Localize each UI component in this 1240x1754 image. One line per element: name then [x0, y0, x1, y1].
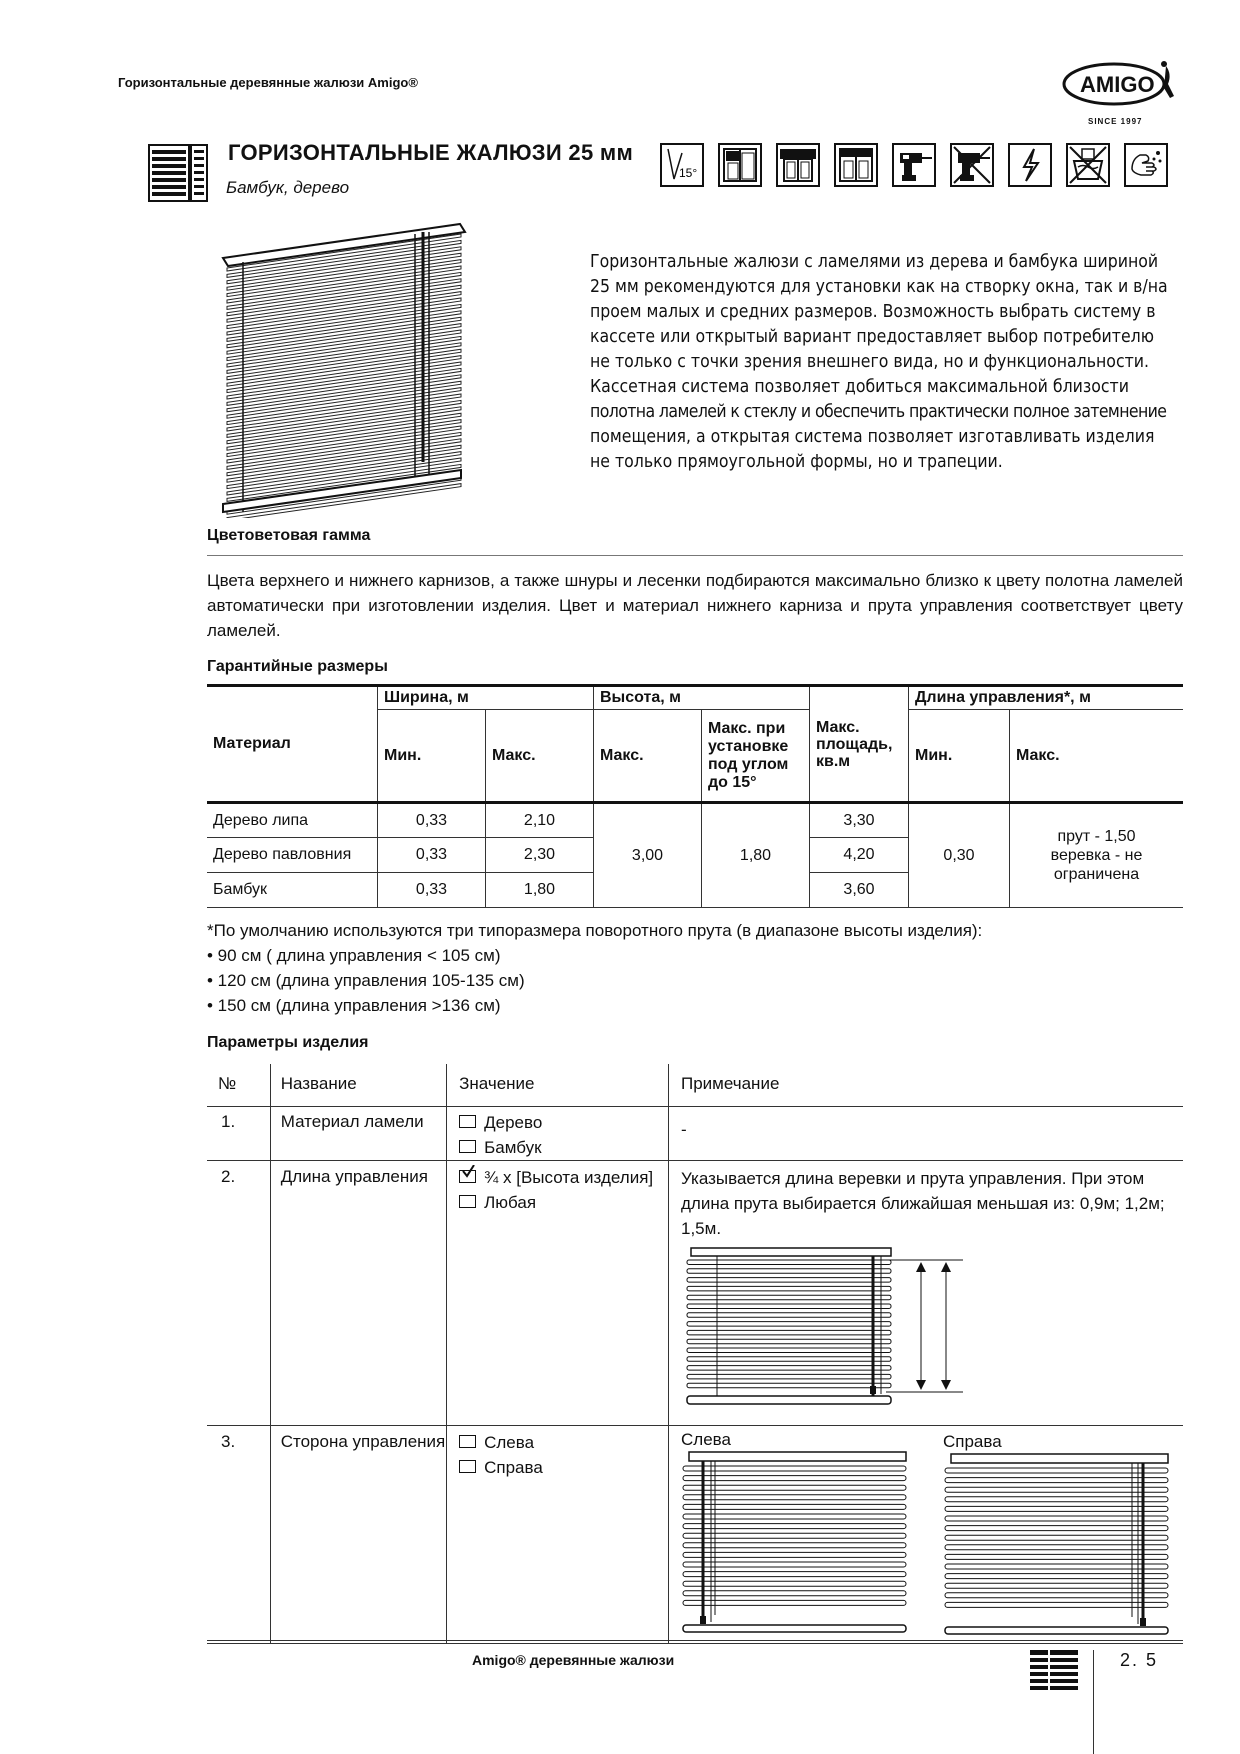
slat: [687, 1295, 891, 1300]
headrail: [691, 1248, 891, 1256]
size-material: Дерево липа: [207, 803, 378, 838]
params-header-note: [669, 1064, 1184, 1106]
sizes-header-width-max: Макс.: [486, 710, 594, 803]
slat: [687, 1260, 891, 1265]
params-heading: Параметры изделия: [207, 1034, 369, 1051]
electric-icon: [1008, 143, 1052, 187]
param-options: [447, 1425, 669, 1643]
description-line: кассете или открытый вариант предоставляет выбор потребителю: [590, 327, 1154, 347]
header-line: Макс. при: [708, 719, 786, 737]
slat: [683, 1466, 906, 1471]
size-height-max: 3,00: [594, 803, 702, 908]
slat: [683, 1562, 906, 1567]
size-width-min: 0,33: [378, 803, 486, 838]
sizes-header-control-min: Мин.: [909, 710, 1010, 803]
slat: [683, 1485, 906, 1490]
option-wood[interactable]: [459, 1110, 668, 1135]
description-line: не только с точки зрения внешнего вида, но и функциональности.: [590, 352, 1149, 372]
slat: [945, 1573, 1168, 1578]
option-label: Любая: [484, 1192, 537, 1212]
params-header-name: [270, 1064, 446, 1106]
note-line: • 150 см (длина управления >136 см): [207, 996, 501, 1015]
sizes-header-control-max: Макс.: [1010, 710, 1184, 803]
params-header-num: №: [207, 1064, 270, 1106]
angle-15-icon: [660, 143, 704, 187]
param-name: Материал ламели: [270, 1106, 446, 1160]
product-description: [590, 250, 1183, 475]
slat: [683, 1542, 906, 1547]
param-num: 3.: [207, 1425, 270, 1643]
drill-icon: [892, 143, 936, 187]
feature-icon-bar: [660, 143, 1168, 187]
svg-text:15°: 15°: [679, 166, 698, 180]
description-line: Горизонтальные жалюзи с ламелями из дерева и бамбука шириной: [590, 252, 1159, 272]
window-opening-icon: [776, 143, 820, 187]
slat: [683, 1552, 906, 1557]
product-title: ГОРИЗОНТАЛЬНЫЕ ЖАЛЮЗИ 25 мм: [228, 140, 634, 165]
param-num: 2.: [207, 1160, 270, 1425]
table-row: [207, 1425, 1183, 1643]
slat: [687, 1356, 891, 1361]
slat: [945, 1487, 1168, 1492]
color-section-text: Цвета верхнего и нижнего карнизов, а также шнуры и лесенки подбираются максимально близко к цвету полотна ламелей автоматически при изготовлении изделия. Цвет и материал нижнего карниза и прута управления соответствует цвету ламелей.: [207, 571, 1183, 640]
running-header: Горизонтальные деревянные жалюзи Amigo®: [118, 75, 418, 90]
param-num: 1.: [207, 1106, 270, 1160]
param-options: [447, 1160, 669, 1425]
checkbox-checked[interactable]: [459, 1170, 476, 1183]
size-material: Бамбук: [207, 873, 378, 908]
param-options: [447, 1106, 669, 1160]
svg-text:AMIGO: AMIGO: [1080, 72, 1155, 97]
slat: [945, 1496, 1168, 1501]
slat: [687, 1312, 891, 1317]
option-label: ¾ х [Высота изделия]: [484, 1167, 654, 1187]
logo-since: SINCE 1997: [1088, 117, 1143, 126]
right-control-label: Справа: [943, 1431, 1002, 1451]
sizes-table: [207, 684, 1183, 908]
note-line: • 90 см ( длина управления < 105 см): [207, 946, 501, 965]
option-any[interactable]: [459, 1190, 668, 1215]
sizes-header-height: Высота, м: [594, 686, 810, 710]
left-control-diagram: [681, 1450, 911, 1635]
option-three-quarter[interactable]: [459, 1165, 668, 1190]
header-line: до 15°: [708, 773, 757, 791]
option-left[interactable]: [459, 1430, 668, 1455]
arrow-head: [916, 1262, 926, 1272]
control-max-line: прут - 1,50: [1057, 828, 1136, 845]
slat: [687, 1365, 891, 1370]
slat: [687, 1339, 891, 1344]
slat: [687, 1277, 891, 1282]
header-label: Примечание: [681, 1074, 780, 1093]
header-label: Значение: [459, 1074, 535, 1093]
size-height-angle: 1,80: [702, 803, 810, 908]
checkbox-unchecked[interactable]: [459, 1460, 476, 1473]
slat: [683, 1533, 906, 1538]
description-line: Кассетная система позволяет добиться максимальной близости: [590, 377, 1129, 397]
checkbox-unchecked[interactable]: [459, 1140, 476, 1153]
arrow-head: [941, 1262, 951, 1272]
param-note: [669, 1160, 1184, 1425]
no-drill-icon: [950, 143, 994, 187]
slat: [945, 1583, 1168, 1588]
slat: [945, 1564, 1168, 1569]
header-line: Макс.: [816, 718, 860, 736]
arrow-head: [916, 1380, 926, 1390]
size-control-min: 0,30: [909, 803, 1010, 908]
size-width-min: 0,33: [378, 873, 486, 908]
window-sash-icon: [718, 143, 762, 187]
header-label: Название: [280, 1074, 357, 1093]
slat: [945, 1525, 1168, 1530]
right-control-diagram: [943, 1452, 1173, 1637]
slat: [683, 1600, 906, 1605]
slat: [683, 1571, 906, 1576]
slat: [687, 1383, 891, 1388]
arrow-head: [941, 1380, 951, 1390]
size-width-max: 1,80: [486, 873, 594, 908]
footer-rule: [207, 1640, 1183, 1641]
slat: [945, 1477, 1168, 1482]
slat: [683, 1581, 906, 1586]
sizes-header-width: Ширина, м: [378, 686, 594, 710]
control-max-line: веревка - не: [1050, 847, 1143, 864]
checkbox-unchecked[interactable]: [459, 1115, 476, 1128]
wand-tip: [1140, 1618, 1146, 1626]
headrail: [689, 1452, 906, 1461]
bottom-rail: [945, 1627, 1168, 1634]
sizes-header-height-max: Макс.: [594, 710, 702, 803]
sizes-header-material: Материал: [207, 686, 378, 803]
blind-illustration: [215, 222, 475, 518]
description-line: полотна ламелей к стеклу и обеспечить практически полное затемнение: [590, 402, 1167, 422]
size-area: 4,20: [810, 838, 909, 873]
left-control-label: Слева: [681, 1429, 731, 1449]
sizes-header-angle: [702, 710, 810, 803]
check-icon: [461, 1165, 476, 1179]
header-line: под углом: [708, 755, 789, 773]
table-row: [207, 803, 1183, 838]
control-length-diagram: [681, 1246, 981, 1416]
option-label: Бамбук: [484, 1137, 542, 1157]
size-area: 3,60: [810, 873, 909, 908]
slat: [683, 1504, 906, 1509]
color-section-heading: Цветоветовая гамма: [207, 527, 371, 544]
slat: [683, 1590, 906, 1595]
slat: [945, 1554, 1168, 1559]
slat: [687, 1268, 891, 1273]
slat: [687, 1286, 891, 1291]
note-line: • 120 см (длина управления 105-135 см): [207, 971, 525, 990]
slat: [687, 1304, 891, 1309]
table-row: [207, 1106, 1183, 1160]
note-line: *По умолчанию используются три типоразмера поворотного прута (в диапазоне высоты изделия):: [207, 921, 983, 940]
header-line: кв.м: [816, 752, 851, 770]
slat: [683, 1523, 906, 1528]
size-material: Дерево павловния: [207, 838, 378, 873]
description-line: помещения, а открытая система позволяет изготавливать изделия: [590, 427, 1155, 447]
description-line: 25 мм рекомендуются для установки как на створку окна, так и в/на: [590, 277, 1168, 297]
option-label: Дерево: [484, 1112, 543, 1132]
sizes-heading: Гарантийные размеры: [207, 658, 388, 675]
option-right[interactable]: [459, 1455, 668, 1480]
hand-wash-icon: [1124, 143, 1168, 187]
param-note: -: [669, 1106, 1184, 1160]
param-note: [669, 1425, 1184, 1643]
size-control-max: [1010, 803, 1184, 908]
option-bamboo[interactable]: [459, 1135, 668, 1160]
slat: [683, 1514, 906, 1519]
control-max-line: ограничена: [1053, 866, 1140, 883]
product-subtitle: Бамбук, дерево: [226, 178, 350, 197]
table-row: [207, 1160, 1183, 1425]
size-width-max: 2,10: [486, 803, 594, 838]
slat: [683, 1475, 906, 1480]
slat: [687, 1374, 891, 1379]
slat: [683, 1494, 906, 1499]
params-table: [207, 1064, 1183, 1644]
slat: [945, 1516, 1168, 1521]
slat: [687, 1321, 891, 1326]
description-line: не только прямоугольной формы, но и трапеции.: [590, 452, 1003, 472]
slat: [945, 1535, 1168, 1540]
amigo-logo: [1058, 60, 1188, 100]
sizes-notes: [207, 918, 982, 1018]
sizes-header-width-min: Мин.: [378, 710, 486, 803]
option-label: Справа: [484, 1457, 543, 1477]
bottom-rail: [687, 1396, 891, 1404]
size-width-max: 2,30: [486, 838, 594, 873]
checkbox-unchecked[interactable]: [459, 1195, 476, 1208]
header-line: установке: [708, 737, 789, 755]
slat: [687, 1330, 891, 1335]
description-line: проем малых и средних размеров. Возможность выбрать систему в: [590, 302, 1156, 322]
header-line: площадь,: [816, 735, 893, 753]
slat: [945, 1592, 1168, 1597]
slat: [687, 1348, 891, 1353]
param-note-text: Указывается длина веревки и прута управления. При этом длина прута выбирается ближайшая меньшая из: 0,9м; 1,2м; 1,5м.: [681, 1168, 1165, 1238]
slat: [945, 1602, 1168, 1607]
slat: [945, 1506, 1168, 1511]
sizes-header-area: [810, 686, 909, 803]
window-frame-icon: [834, 143, 878, 187]
bottom-rail: [683, 1625, 906, 1632]
checkbox-unchecked[interactable]: [459, 1435, 476, 1448]
footer-divider: [1093, 1650, 1094, 1754]
wand-tip: [700, 1616, 706, 1624]
sizes-header-control: Длина управления*, м: [909, 686, 1184, 710]
footer-text: Amigo® деревянные жалюзи: [472, 1652, 675, 1668]
no-water-icon: [1066, 143, 1110, 187]
footer-blinds-icon: [1030, 1650, 1082, 1701]
params-header-value: [447, 1064, 669, 1106]
size-width-min: 0,33: [378, 838, 486, 873]
blinds-product-icon: [148, 144, 208, 202]
slat: [945, 1468, 1168, 1473]
slat: [945, 1544, 1168, 1549]
option-label: Слева: [484, 1432, 535, 1452]
param-name: Длина управления: [270, 1160, 446, 1425]
section-divider: [207, 555, 1183, 556]
page-number: 2. 5: [1120, 1650, 1159, 1670]
wand-tip: [870, 1386, 876, 1394]
param-name: Сторона управления: [270, 1425, 446, 1643]
size-area: 3,30: [810, 803, 909, 838]
headrail: [951, 1454, 1168, 1463]
